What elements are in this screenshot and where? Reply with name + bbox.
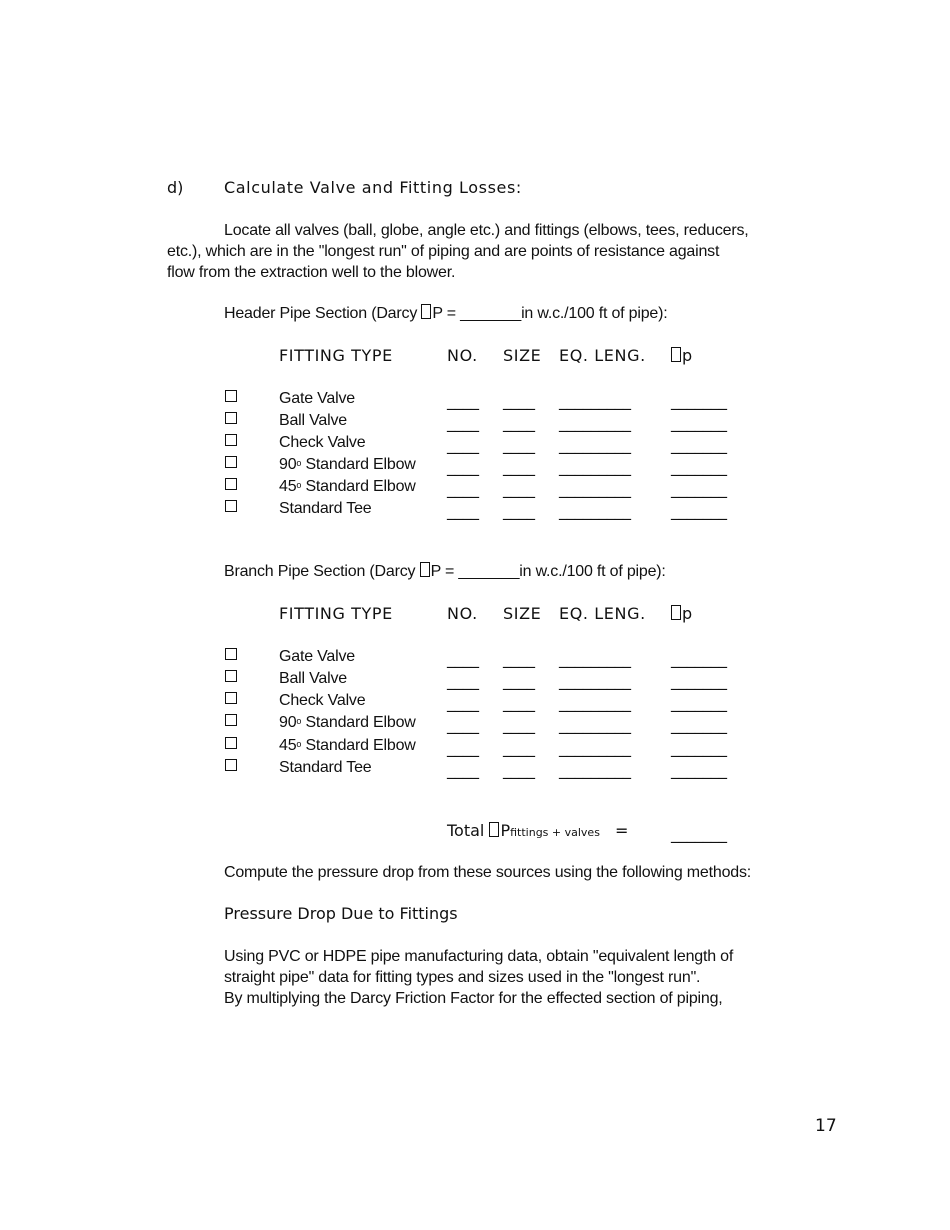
header-section-title-pre: Header Pipe Section (Darcy bbox=[224, 305, 422, 322]
delta-symbol-icon bbox=[421, 304, 431, 319]
header-90-elbow-checkbox[interactable] bbox=[225, 456, 237, 468]
header-fitting-label bbox=[279, 455, 416, 475]
header-blank-no: ____ bbox=[447, 391, 479, 410]
header-blank-dp: _______ bbox=[671, 457, 727, 476]
branch-blank-no: ____ bbox=[447, 649, 479, 668]
header-blank-no: ____ bbox=[447, 479, 479, 498]
delta-symbol-icon bbox=[671, 605, 681, 620]
branch-blank-size: ____ bbox=[503, 738, 535, 757]
header-blank-size: ____ bbox=[503, 457, 535, 476]
header-blank-size: ____ bbox=[503, 413, 535, 432]
branch-col-no: NO. bbox=[447, 604, 478, 623]
header-blank-eq-leng: _________ bbox=[559, 413, 631, 432]
header-ball-valve-checkbox[interactable] bbox=[225, 412, 237, 424]
branch-fitting-label bbox=[279, 713, 416, 733]
branch-section-title-pre: Branch Pipe Section (Darcy bbox=[224, 563, 420, 580]
header-col-fitting-type: FITTING TYPE bbox=[279, 346, 393, 365]
branch-gate-valve-checkbox[interactable] bbox=[225, 648, 237, 660]
header-col-size: SIZE bbox=[503, 346, 542, 365]
branch-col-eq-leng: EQ. LENG. bbox=[559, 604, 646, 623]
header-blank-eq-leng: _________ bbox=[559, 391, 631, 410]
header-fitting-label: Standard Tee bbox=[279, 500, 372, 517]
closing-line-1: Using PVC or HDPE pipe manufacturing data, obtain "equivalent length of bbox=[224, 948, 734, 965]
header-section-title bbox=[224, 304, 667, 324]
branch-section-title bbox=[224, 562, 666, 582]
section-heading: Calculate Valve and Fitting Losses: bbox=[224, 178, 522, 197]
header-blank-size: ____ bbox=[503, 479, 535, 498]
branch-blank-no: ____ bbox=[447, 671, 479, 690]
branch-blank-eq-leng: _________ bbox=[559, 693, 631, 712]
fittings-subheading: Pressure Drop Due to Fittings bbox=[224, 904, 458, 923]
branch-check-valve-checkbox[interactable] bbox=[225, 692, 237, 704]
branch-blank-dp: _______ bbox=[671, 715, 727, 734]
header-fitting-label: Check Valve bbox=[279, 434, 366, 451]
total-p: P bbox=[500, 821, 511, 840]
header-blank-size: ____ bbox=[503, 435, 535, 454]
branch-blank-eq-leng: _________ bbox=[559, 738, 631, 757]
branch-standard-tee-checkbox[interactable] bbox=[225, 759, 237, 771]
intro-line-2: etc.), which are in the "longest run" of piping and are points of resistance against bbox=[167, 243, 720, 260]
branch-blank-size: ____ bbox=[503, 760, 535, 779]
header-45-elbow-checkbox[interactable] bbox=[225, 478, 237, 490]
header-section-title-post: P = _______in w.c./100 ft of pipe): bbox=[432, 305, 668, 322]
header-blank-no: ____ bbox=[447, 435, 479, 454]
branch-blank-no: ____ bbox=[447, 693, 479, 712]
branch-blank-dp: _______ bbox=[671, 738, 727, 757]
fitting-angle: 45 bbox=[279, 478, 297, 495]
degree-mark: o bbox=[296, 716, 302, 726]
fitting-name: Standard Elbow bbox=[301, 714, 416, 731]
branch-blank-dp: _______ bbox=[671, 760, 727, 779]
header-blank-size: ____ bbox=[503, 501, 535, 520]
header-col-dp-label: p bbox=[682, 346, 693, 365]
header-blank-dp: _______ bbox=[671, 479, 727, 498]
branch-col-size: SIZE bbox=[503, 604, 542, 623]
fitting-angle: 45 bbox=[279, 737, 297, 754]
fitting-name: Standard Elbow bbox=[301, 478, 416, 495]
branch-blank-eq-leng: _________ bbox=[559, 715, 631, 734]
branch-blank-no: ____ bbox=[447, 760, 479, 779]
header-blank-no: ____ bbox=[447, 413, 479, 432]
degree-mark: o bbox=[296, 458, 302, 468]
branch-blank-size: ____ bbox=[503, 649, 535, 668]
compute-text: Compute the pressure drop from these sources using the following methods: bbox=[224, 864, 752, 881]
branch-blank-dp: _______ bbox=[671, 693, 727, 712]
branch-45-elbow-checkbox[interactable] bbox=[225, 737, 237, 749]
branch-blank-eq-leng: _________ bbox=[559, 649, 631, 668]
branch-blank-dp: _______ bbox=[671, 649, 727, 668]
branch-col-fitting-type: FITTING TYPE bbox=[279, 604, 393, 623]
total-blank: _______ bbox=[671, 824, 727, 843]
total-equals: = bbox=[615, 821, 629, 840]
intro-line-1: Locate all valves (ball, globe, angle etc.) and fittings (elbows, tees, reducers, bbox=[224, 222, 749, 239]
delta-symbol-icon bbox=[489, 822, 499, 837]
branch-blank-size: ____ bbox=[503, 671, 535, 690]
intro-line-3: flow from the extraction well to the blower. bbox=[167, 264, 456, 281]
header-blank-dp: _______ bbox=[671, 435, 727, 454]
header-blank-dp: _______ bbox=[671, 501, 727, 520]
degree-mark: o bbox=[296, 739, 302, 749]
branch-blank-eq-leng: _________ bbox=[559, 760, 631, 779]
section-marker: d) bbox=[167, 178, 184, 197]
delta-symbol-icon bbox=[420, 562, 430, 577]
branch-blank-no: ____ bbox=[447, 715, 479, 734]
branch-col-dp bbox=[671, 604, 692, 624]
branch-fitting-label: Standard Tee bbox=[279, 759, 372, 776]
header-blank-eq-leng: _________ bbox=[559, 501, 631, 520]
branch-blank-size: ____ bbox=[503, 693, 535, 712]
header-check-valve-checkbox[interactable] bbox=[225, 434, 237, 446]
header-blank-no: ____ bbox=[447, 457, 479, 476]
header-blank-eq-leng: _________ bbox=[559, 479, 631, 498]
total-label bbox=[447, 821, 600, 843]
closing-line-3: By multiplying the Darcy Friction Factor for the effected section of piping, bbox=[224, 990, 723, 1007]
closing-line-2: straight pipe" data for fitting types and sizes used in the "longest run". bbox=[224, 969, 701, 986]
header-fitting-label: Ball Valve bbox=[279, 412, 347, 429]
header-fitting-label: Gate Valve bbox=[279, 390, 355, 407]
branch-90-elbow-checkbox[interactable] bbox=[225, 714, 237, 726]
header-blank-size: ____ bbox=[503, 391, 535, 410]
fitting-name: Standard Elbow bbox=[301, 456, 416, 473]
page-number: 17 bbox=[815, 1116, 837, 1136]
header-blank-eq-leng: _________ bbox=[559, 457, 631, 476]
branch-fitting-label bbox=[279, 736, 416, 756]
branch-section-title-post: P = _______in w.c./100 ft of pipe): bbox=[430, 563, 666, 580]
fitting-name: Standard Elbow bbox=[301, 737, 416, 754]
branch-blank-no: ____ bbox=[447, 738, 479, 757]
header-blank-dp: _______ bbox=[671, 391, 727, 410]
header-gate-valve-checkbox[interactable] bbox=[225, 390, 237, 402]
header-col-eq-leng: EQ. LENG. bbox=[559, 346, 646, 365]
branch-fitting-label: Check Valve bbox=[279, 692, 366, 709]
header-col-dp bbox=[671, 346, 692, 366]
branch-ball-valve-checkbox[interactable] bbox=[225, 670, 237, 682]
header-blank-no: ____ bbox=[447, 501, 479, 520]
branch-col-dp-label: p bbox=[682, 604, 693, 623]
branch-fitting-label: Gate Valve bbox=[279, 648, 355, 665]
delta-symbol-icon bbox=[671, 347, 681, 362]
header-fitting-label bbox=[279, 477, 416, 497]
fitting-angle: 90 bbox=[279, 714, 297, 731]
header-blank-dp: _______ bbox=[671, 413, 727, 432]
total-word: Total bbox=[447, 821, 490, 840]
branch-fitting-label: Ball Valve bbox=[279, 670, 347, 687]
degree-mark: o bbox=[296, 480, 302, 490]
header-standard-tee-checkbox[interactable] bbox=[225, 500, 237, 512]
fitting-angle: 90 bbox=[279, 456, 297, 473]
branch-blank-dp: _______ bbox=[671, 671, 727, 690]
header-blank-eq-leng: _________ bbox=[559, 435, 631, 454]
total-subscript: fittings + valves bbox=[510, 826, 600, 839]
branch-blank-size: ____ bbox=[503, 715, 535, 734]
header-col-no: NO. bbox=[447, 346, 478, 365]
branch-blank-eq-leng: _________ bbox=[559, 671, 631, 690]
